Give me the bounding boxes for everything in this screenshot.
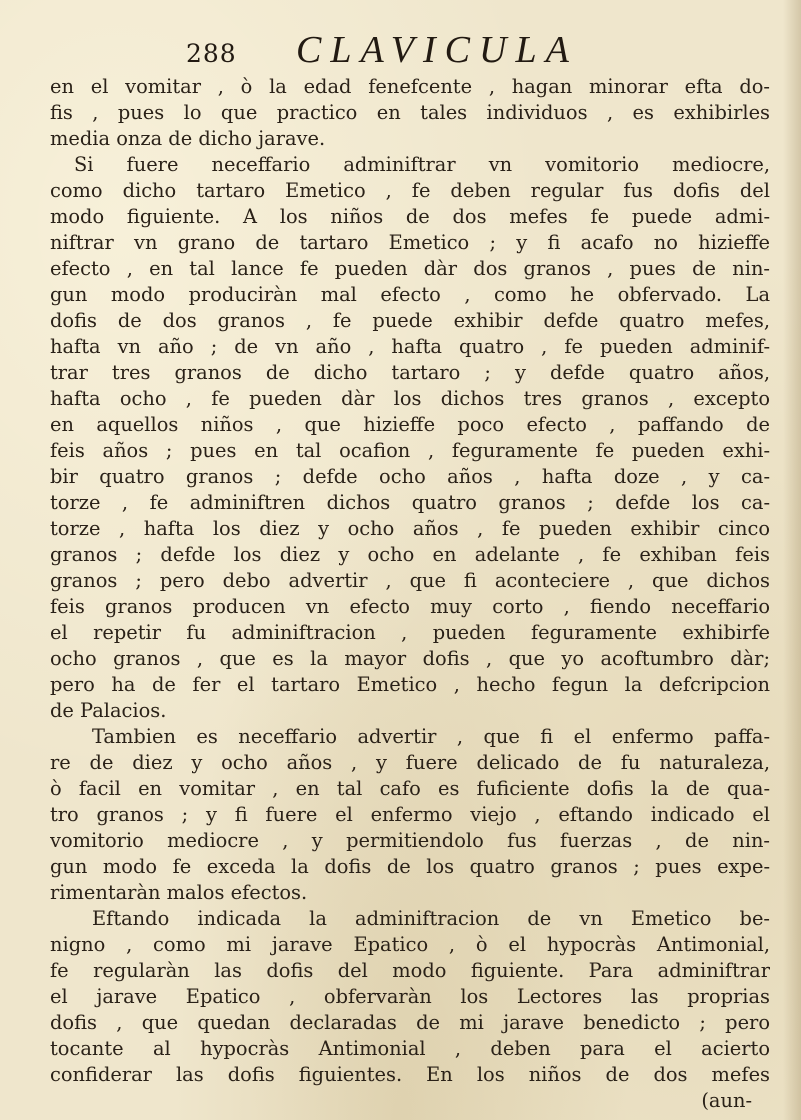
text-line: Eftando indicada la adminiftracion de vn Emetico be- [92,907,770,930]
text-line: trar tres granos de dicho tartaro ; y defde quatro años, [50,361,770,384]
text-line: granos ; defde los diez y ocho en adelante , fe exhiban feis [50,543,770,566]
page-number: 288 [186,39,237,68]
text-line: re de diez y ocho años , y fuere delicado de fu naturaleza, [50,751,770,774]
text-line: dofis , que quedan declaradas de mi jarave benedicto ; pero [50,1011,770,1034]
catchword: (aun- [701,1089,752,1112]
text-line: modo figuiente. A los niños de dos mefes fe puede admi- [50,205,770,228]
text-line: fis , pues lo que practico en tales individuos , es exhibirles [50,101,770,124]
text-line: efecto , en tal lance fe pueden dàr dos granos , pues de nin- [50,257,770,280]
text-line: pero ha de fer el tartaro Emetico , hecho fegun la defcripcion [50,673,770,696]
text-line: feis años ; pues en tal ocafion , feguramente fe pueden exhi- [50,439,770,462]
page-header [186,28,646,72]
text-line: nigno , como mi jarave Epatico , ò el hypocràs Antimonial, [50,933,770,956]
text-line: ò facil en vomitar , en tal cafo es fuficiente dofis la de qua- [50,777,770,800]
text-line: granos ; pero debo advertir , que fi aconteciere , que dichos [50,569,770,592]
text-line: hafta ocho , fe pueden dàr los dichos tres granos , excepto [50,387,770,410]
text-line: hafta vn año ; de vn año , hafta quatro , fe pueden adminif- [50,335,770,358]
text-line: feis granos producen vn efecto muy corto , fiendo neceffario [50,595,770,618]
text-line: gun modo fe exceda la dofis de los quatro granos ; pues expe- [50,855,770,878]
text-line: gun modo produciràn mal efecto , como he obfervado. La [50,283,770,306]
text-line: vomitorio mediocre , y permitiendolo fus fuerzas , de nin- [50,829,770,852]
text-line: media onza de dicho jarave. [50,127,326,150]
text-line: torze , fe adminiftren dichos quatro granos ; defde los ca- [50,491,770,514]
text-line: en aquellos niños , que hizieffe poco efecto , paffando de [50,413,770,436]
running-head: CLAVICULA [296,29,578,71]
body-text [50,74,770,1114]
text-line: niftrar vn grano de tartaro Emetico ; y fi acafo no hizieffe [50,231,770,254]
text-line: Tambien es neceffario advertir , que fi el enfermo paffa- [92,725,770,748]
text-line: confiderar las dofis figuientes. En los niños de dos mefes [50,1063,770,1086]
text-line: Si fuere neceffario adminiftrar vn vomitorio mediocre, [74,153,770,176]
text-line: el repetir fu adminiftracion , pueden feguramente exhibirfe [50,621,770,644]
text-line: tro granos ; y fi fuere el enfermo viejo , eftando indicado el [50,803,770,826]
text-line: de Palacios. [50,699,167,722]
text-line: como dicho tartaro Emetico , fe deben regular fus dofis del [50,179,770,202]
text-line: dofis de dos granos , fe puede exhibir defde quatro mefes, [50,309,770,332]
text-line: fe regularàn las dofis del modo figuiente. Para adminiftrar [50,959,770,982]
text-line: el jarave Epatico , obfervaràn los Lectores las proprias [50,985,770,1008]
text-line: bir quatro granos ; defde ocho años , hafta doze , y ca- [50,465,770,488]
text-line: en el vomitar , ò la edad fenefcente , hagan minorar efta do- [50,75,770,98]
text-line: torze , hafta los diez y ocho años , fe pueden exhibir cinco [50,517,770,540]
text-line: rimentaràn malos efectos. [50,881,308,904]
page-edge-shadow [783,0,801,1120]
text-line: ocho granos , que es la mayor dofis , que yo acoftumbro dàr; [50,647,770,670]
text-line: tocante al hypocràs Antimonial , deben para el acierto [50,1037,770,1060]
